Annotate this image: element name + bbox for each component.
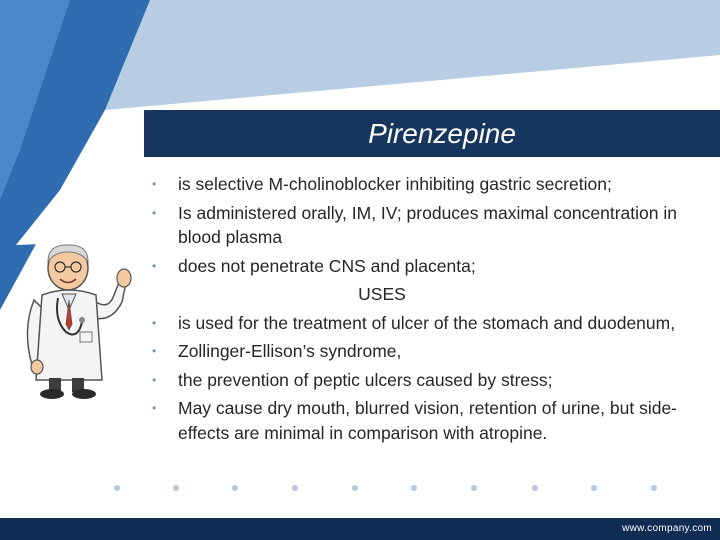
list-item: • does not penetrate CNS and placenta; (150, 254, 710, 279)
bullet-icon: • (152, 258, 157, 273)
list-item: • is used for the treatment of ulcer of the stomach and duodenum, (150, 311, 710, 336)
list-item: • Is administered orally, IM, IV; produces maximal concentration in blood plasma (152, 202, 677, 247)
bullet-icon: • (152, 177, 157, 191)
list-item: • the prevention of peptic ulcers caused by stress; (150, 368, 710, 393)
footer-url: www.company.com (622, 523, 712, 534)
section-heading: USES (358, 284, 406, 304)
dotted-divider (114, 485, 657, 491)
bullet-icon: • (152, 401, 157, 415)
doctor-illustration (14, 240, 139, 400)
bullet-icon: • (152, 372, 157, 387)
bullet-icon: • (152, 315, 157, 330)
list-item: • is selective M-cholinoblocker inhibiting gastric secretion; (150, 172, 710, 197)
slide-title: Pirenzepine (368, 117, 516, 149)
list-item: • Zollinger-Ellison’s syndrome, (150, 339, 710, 364)
bullet-icon: • (152, 205, 157, 220)
bullet-list (150, 172, 710, 449)
bullet-icon: • (152, 344, 157, 358)
title-bar (144, 110, 720, 157)
list-item: • May cause dry mouth, blurred vision, retention of urine, but side-effects are minimal in comparison with atropine. (152, 398, 677, 443)
footer-bar (0, 518, 720, 540)
